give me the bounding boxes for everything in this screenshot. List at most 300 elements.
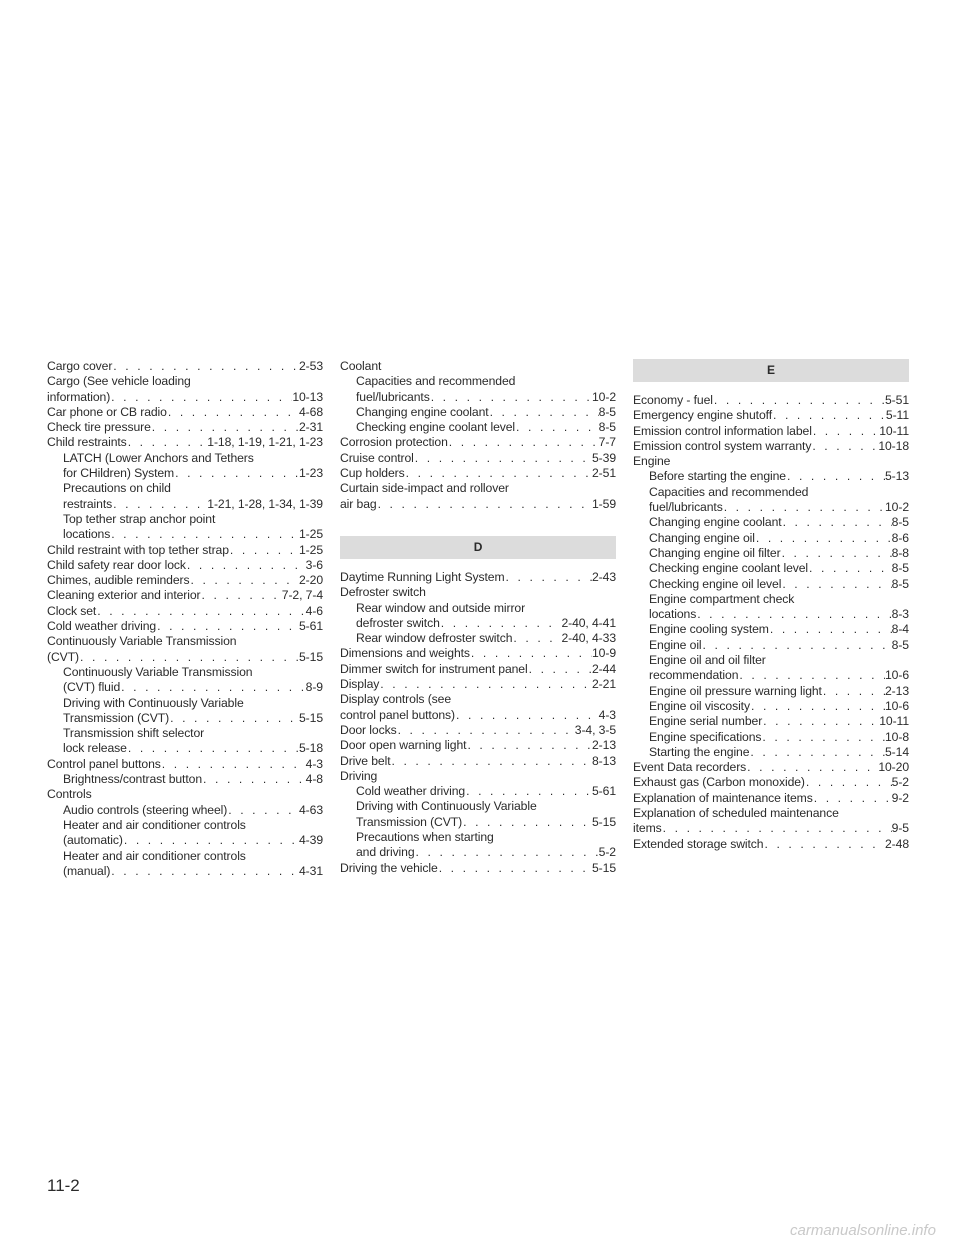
page-reference: 5-18 xyxy=(299,741,323,756)
index-column-1 xyxy=(47,359,323,879)
index-line xyxy=(340,861,616,876)
page-reference: 10-2 xyxy=(885,500,909,515)
index-line xyxy=(633,668,909,683)
page-reference: 5-15 xyxy=(299,649,323,664)
page-reference: 4-63 xyxy=(299,802,323,817)
index-line xyxy=(47,650,323,665)
index-entry xyxy=(47,588,323,603)
index-line xyxy=(340,692,616,707)
leader-dots xyxy=(528,662,592,677)
index-entry xyxy=(340,662,616,677)
page-reference: 2-48 xyxy=(885,836,909,851)
page-reference: 10-13 xyxy=(292,389,323,404)
entry-text: Event Data recorders xyxy=(633,760,747,775)
entry-text: Starting the engine xyxy=(649,744,750,759)
index-line xyxy=(47,543,323,558)
leader-dots xyxy=(749,745,885,760)
page-reference: 5-2 xyxy=(891,775,909,790)
entry-text: recommendation xyxy=(649,668,739,683)
entry-text: Economy - fuel xyxy=(633,393,713,407)
leader-dots xyxy=(702,638,892,653)
index-line xyxy=(340,390,616,405)
index-entry xyxy=(340,692,616,723)
leader-dots xyxy=(750,699,885,714)
index-entry xyxy=(47,604,323,619)
index-line xyxy=(47,512,323,527)
entry-text: Emission control system warranty xyxy=(633,438,812,453)
index-entry xyxy=(633,760,909,775)
leader-dots xyxy=(723,500,885,515)
entry-text: for CHildren) System xyxy=(63,466,175,481)
page-reference: 2-44 xyxy=(592,661,616,676)
page-reference: 10-8 xyxy=(885,729,909,744)
index-entry xyxy=(47,435,323,450)
index-line xyxy=(47,558,323,573)
index-entry xyxy=(47,359,323,374)
index-entry xyxy=(47,512,323,543)
leader-dots xyxy=(227,803,299,818)
index-entry xyxy=(47,420,323,435)
leader-dots xyxy=(448,435,599,450)
page-reference: 8-13 xyxy=(592,753,616,768)
index-line xyxy=(340,466,616,481)
index-line xyxy=(47,619,323,634)
entry-text: Continuously Variable Transmission xyxy=(47,634,237,649)
index-line xyxy=(633,577,909,592)
index-line xyxy=(340,815,616,830)
index-entry xyxy=(633,837,909,852)
index-entry xyxy=(633,469,909,484)
index-line xyxy=(633,454,909,469)
entry-text: Changing engine coolant xyxy=(649,515,782,530)
index-entry xyxy=(47,665,323,696)
index-line xyxy=(47,435,323,450)
index-line xyxy=(340,420,616,435)
leader-dots xyxy=(112,497,207,512)
index-line xyxy=(633,500,909,515)
index-line xyxy=(633,546,909,561)
index-line xyxy=(340,451,616,466)
index-line xyxy=(633,821,909,836)
index-line xyxy=(633,714,909,729)
entry-text: Exhaust gas (Carbon monoxide) xyxy=(633,775,805,790)
page-reference: 5-14 xyxy=(885,744,909,759)
entry-text: Engine oil xyxy=(649,637,702,652)
entry-text: locations xyxy=(649,607,697,622)
index-line xyxy=(47,787,323,802)
entry-text: fuel/lubricants xyxy=(649,500,723,515)
page-reference: 1-25 xyxy=(299,527,323,542)
index-entry xyxy=(340,359,616,374)
index-entry xyxy=(633,393,909,408)
leader-dots xyxy=(377,497,592,512)
index-line xyxy=(340,616,616,631)
page-reference: 4-3 xyxy=(598,707,616,722)
entry-text: Transmission shift selector xyxy=(63,726,205,741)
index-column-2 xyxy=(340,359,616,876)
index-line xyxy=(340,585,616,600)
entry-text: Before starting the engine xyxy=(649,469,786,484)
entry-text: Capacities and recommended xyxy=(356,374,516,389)
page-reference: 8-9 xyxy=(305,680,323,695)
leader-dots xyxy=(808,561,892,576)
entry-text: Rear window and outside mirror xyxy=(356,600,526,615)
section-header-d: D xyxy=(340,536,616,559)
index-entry xyxy=(47,818,323,849)
index-line xyxy=(633,561,909,576)
leader-dots xyxy=(489,405,599,420)
index-entry xyxy=(47,573,323,588)
index-line xyxy=(633,408,909,423)
index-line xyxy=(47,696,323,711)
leader-dots xyxy=(462,815,592,830)
page-reference: 8-5 xyxy=(891,637,909,652)
entry-text: Display xyxy=(340,677,380,692)
index-entry xyxy=(47,726,323,757)
index-entry xyxy=(633,439,909,454)
entry-text: Continuously Variable Transmission xyxy=(63,664,253,679)
leader-dots xyxy=(161,757,306,772)
index-line xyxy=(633,760,909,775)
entry-text: Cargo (See vehicle loading xyxy=(47,374,191,389)
leader-dots xyxy=(769,622,892,637)
index-entry xyxy=(633,577,909,592)
leader-dots xyxy=(762,714,879,729)
index-line xyxy=(340,601,616,616)
page-reference: 4-68 xyxy=(299,404,323,419)
index-line xyxy=(633,622,909,637)
index-entry xyxy=(340,435,616,450)
index-entry xyxy=(633,622,909,637)
index-line xyxy=(340,754,616,769)
entry-text: Engine oil pressure warning light xyxy=(649,683,822,698)
entry-text: Emission control information label xyxy=(633,423,812,438)
page-number: 11-2 xyxy=(47,1176,80,1195)
index-line xyxy=(47,726,323,741)
index-line xyxy=(340,830,616,845)
page-reference: 5-39 xyxy=(592,450,616,465)
index-entry xyxy=(633,561,909,576)
entry-text: Checking engine coolant level xyxy=(356,420,516,435)
entry-text: Checking engine oil level xyxy=(649,576,782,591)
page-reference: 4-31 xyxy=(299,863,323,878)
entry-text: Curtain side-impact and rollover xyxy=(340,481,509,496)
entry-text: information) xyxy=(47,389,111,404)
entry-text: air bag xyxy=(340,496,377,511)
index-entry xyxy=(340,374,616,405)
page-reference: 2-13 xyxy=(885,683,909,698)
index-entry xyxy=(47,481,323,512)
index-entry xyxy=(47,787,323,802)
leader-dots xyxy=(123,833,299,848)
index-line xyxy=(633,592,909,607)
index-line xyxy=(340,708,616,723)
leader-dots xyxy=(415,845,599,860)
entry-text: Engine cooling system xyxy=(649,622,769,637)
page-reference: 3-4, 3-5 xyxy=(574,722,616,737)
entry-text: Cold weather driving xyxy=(47,619,157,634)
index-line xyxy=(47,604,323,619)
leader-dots xyxy=(786,469,885,484)
index-line xyxy=(47,359,323,374)
entry-text: Precautions on child xyxy=(63,481,171,496)
page-reference: 10-6 xyxy=(885,668,909,683)
page-reference: 5-15 xyxy=(592,814,616,829)
leader-dots xyxy=(110,527,299,542)
index-entry xyxy=(340,861,616,876)
index-entry xyxy=(340,646,616,661)
entry-text: Driving the vehicle xyxy=(340,860,438,875)
leader-dots xyxy=(805,775,892,790)
entry-text: defroster switch xyxy=(356,615,440,630)
page-reference: 8-5 xyxy=(891,515,909,530)
index-line xyxy=(633,469,909,484)
leader-dots xyxy=(822,684,885,699)
index-line xyxy=(633,531,909,546)
index-line xyxy=(47,741,323,756)
index-line xyxy=(47,833,323,848)
page-reference: 2-40, 4-33 xyxy=(561,631,616,646)
entry-text: Defroster switch xyxy=(340,585,426,600)
entry-text: Dimmer switch for instrument panel xyxy=(340,661,528,676)
leader-dots xyxy=(379,677,592,692)
index-entry xyxy=(340,754,616,769)
page-reference: 1-23 xyxy=(299,466,323,481)
leader-dots xyxy=(696,607,891,622)
leader-dots xyxy=(127,435,208,450)
entry-text: Door locks xyxy=(340,722,397,737)
entry-text: Audio controls (steering wheel) xyxy=(63,802,228,817)
leader-dots xyxy=(505,570,592,585)
index-line xyxy=(633,684,909,699)
index-line xyxy=(47,757,323,772)
page-reference: 8-6 xyxy=(891,530,909,545)
entry-text: Check tire pressure xyxy=(47,420,151,435)
entry-text: Engine oil viscosity xyxy=(649,698,750,713)
index-entry xyxy=(633,454,909,469)
index-line xyxy=(47,711,323,726)
index-line xyxy=(47,588,323,603)
index-line xyxy=(340,405,616,420)
leader-dots xyxy=(763,837,885,852)
index-line xyxy=(47,803,323,818)
page-reference: 5-51 xyxy=(885,393,909,407)
watermark-text: carmanualsonline.info xyxy=(790,1222,936,1239)
page-reference: 1-59 xyxy=(592,496,616,511)
page-reference: 8-5 xyxy=(598,404,616,419)
index-line xyxy=(633,485,909,500)
index-line xyxy=(47,497,323,512)
entry-text: Explanation of maintenance items xyxy=(633,790,813,805)
index-line xyxy=(633,730,909,745)
index-entry xyxy=(340,631,616,646)
leader-dots xyxy=(127,741,299,756)
entry-text: Door open warning light xyxy=(340,738,467,753)
index-line xyxy=(47,573,323,588)
leader-dots xyxy=(186,558,306,573)
index-line xyxy=(47,405,323,420)
entry-text: Extended storage switch xyxy=(633,836,764,851)
index-line xyxy=(340,799,616,814)
page-reference: 2-43 xyxy=(592,569,616,584)
index-line xyxy=(633,791,909,806)
index-line xyxy=(47,680,323,695)
page-reference: 4-8 xyxy=(305,772,323,787)
index-entry xyxy=(340,420,616,435)
entry-text: Cleaning exterior and interior xyxy=(47,588,201,603)
page-reference: 8-5 xyxy=(891,561,909,576)
index-line xyxy=(47,818,323,833)
index-line xyxy=(633,653,909,668)
entry-text: Clock set xyxy=(47,603,97,618)
leader-dots xyxy=(761,730,885,745)
index-line xyxy=(633,424,909,439)
page-reference: 10-18 xyxy=(878,438,909,453)
entry-text: Dimensions and weights xyxy=(340,646,470,661)
entry-text: locations xyxy=(63,527,111,542)
leader-dots xyxy=(110,864,299,879)
index-line xyxy=(340,481,616,496)
page-reference: 1-25 xyxy=(299,542,323,557)
entry-text: Control panel buttons xyxy=(47,756,161,771)
entry-text: Capacities and recommended xyxy=(649,484,809,499)
index-line xyxy=(340,784,616,799)
entry-text: Precautions when starting xyxy=(356,830,494,845)
index-line xyxy=(340,374,616,389)
page-reference: 5-61 xyxy=(592,784,616,799)
entry-text: Corrosion protection xyxy=(340,435,448,450)
leader-dots xyxy=(738,668,885,683)
index-entry xyxy=(340,405,616,420)
page-reference: 4-39 xyxy=(299,833,323,848)
entry-text: Child restraints xyxy=(47,435,127,450)
entry-text: Engine xyxy=(633,454,671,469)
index-line xyxy=(47,451,323,466)
entry-text: Driving with Continuously Variable xyxy=(63,695,244,710)
page-reference: 1-18, 1-19, 1-21, 1-23 xyxy=(207,435,323,450)
index-entry xyxy=(47,634,323,665)
page-reference: 2-21 xyxy=(592,677,616,692)
entry-text: Chimes, audible reminders xyxy=(47,573,190,588)
page-reference: 10-6 xyxy=(885,698,909,713)
index-entry xyxy=(340,830,616,861)
index-line xyxy=(340,570,616,585)
entry-text: control panel buttons) xyxy=(340,707,456,722)
page-reference: 10-11 xyxy=(879,423,909,438)
leader-dots xyxy=(440,616,562,631)
index-entry xyxy=(633,699,909,714)
index-entry xyxy=(340,570,616,585)
index-line xyxy=(340,769,616,784)
entry-text: Car phone or CB radio xyxy=(47,404,167,419)
index-line xyxy=(633,745,909,760)
entry-text: Cargo cover xyxy=(47,359,113,373)
page-reference: 10-11 xyxy=(879,714,909,729)
page-reference: 5-11 xyxy=(885,408,909,423)
leader-dots xyxy=(713,393,885,408)
leader-dots xyxy=(512,631,561,646)
entry-text: Changing engine coolant xyxy=(356,404,489,419)
index-entry xyxy=(633,424,909,439)
leader-dots xyxy=(782,515,892,530)
entry-text: Cold weather driving xyxy=(356,784,466,799)
index-line xyxy=(47,527,323,542)
page-reference: 5-13 xyxy=(885,469,909,484)
entry-text: Engine serial number xyxy=(649,714,763,729)
leader-dots xyxy=(812,424,879,439)
index-entry xyxy=(633,546,909,561)
page-reference: 5-15 xyxy=(592,860,616,875)
entry-text: Transmission (CVT) xyxy=(356,814,463,829)
page-reference: 8-4 xyxy=(891,622,909,637)
page-reference: 9-5 xyxy=(891,821,909,836)
page-reference: 2-51 xyxy=(592,466,616,481)
entry-text: Daytime Running Light System xyxy=(340,569,505,584)
index-entry xyxy=(47,803,323,818)
leader-dots xyxy=(397,723,575,738)
leader-dots xyxy=(96,604,305,619)
leader-dots xyxy=(662,821,892,836)
leader-dots xyxy=(746,760,878,775)
index-entry xyxy=(340,601,616,632)
leader-dots xyxy=(405,466,592,481)
page-reference: 5-15 xyxy=(299,710,323,725)
leader-dots xyxy=(438,861,592,876)
leader-dots xyxy=(120,680,306,695)
index-line xyxy=(47,634,323,649)
entry-text: Changing engine oil filter xyxy=(649,545,781,560)
leader-dots xyxy=(110,390,292,405)
index-line xyxy=(47,772,323,787)
entry-text: Changing engine oil xyxy=(649,530,755,545)
index-line xyxy=(633,393,909,408)
page-reference: 3-6 xyxy=(305,557,323,572)
leader-dots xyxy=(755,531,892,546)
index-entry xyxy=(340,481,616,512)
index-line xyxy=(340,497,616,512)
leader-dots xyxy=(202,772,306,787)
index-line xyxy=(340,738,616,753)
entry-text: LATCH (Lower Anchors and Tethers xyxy=(63,450,254,465)
leader-dots xyxy=(414,451,592,466)
entry-text: Coolant xyxy=(340,359,382,373)
index-entry xyxy=(633,730,909,745)
page-reference: 10-20 xyxy=(878,760,909,775)
index-line xyxy=(340,359,616,374)
index-entry xyxy=(340,451,616,466)
entry-text: Display controls (see xyxy=(340,692,452,707)
entry-text: lock release xyxy=(63,741,127,756)
index-line xyxy=(47,864,323,879)
leader-dots xyxy=(112,359,299,374)
entry-text: Heater and air conditioner controls xyxy=(63,817,246,832)
index-entry xyxy=(47,543,323,558)
leader-dots xyxy=(229,543,299,558)
index-line xyxy=(633,775,909,790)
leader-dots xyxy=(466,738,592,753)
leader-dots xyxy=(430,390,592,405)
leader-dots xyxy=(151,420,299,435)
page-reference: 4-6 xyxy=(305,603,323,618)
index-entry xyxy=(633,531,909,546)
entry-text: Brightness/contrast button xyxy=(63,772,202,787)
entry-text: and driving xyxy=(356,845,415,860)
index-entry xyxy=(340,677,616,692)
index-entry xyxy=(47,405,323,420)
index-line xyxy=(47,849,323,864)
index-entry xyxy=(340,738,616,753)
leader-dots xyxy=(169,711,299,726)
